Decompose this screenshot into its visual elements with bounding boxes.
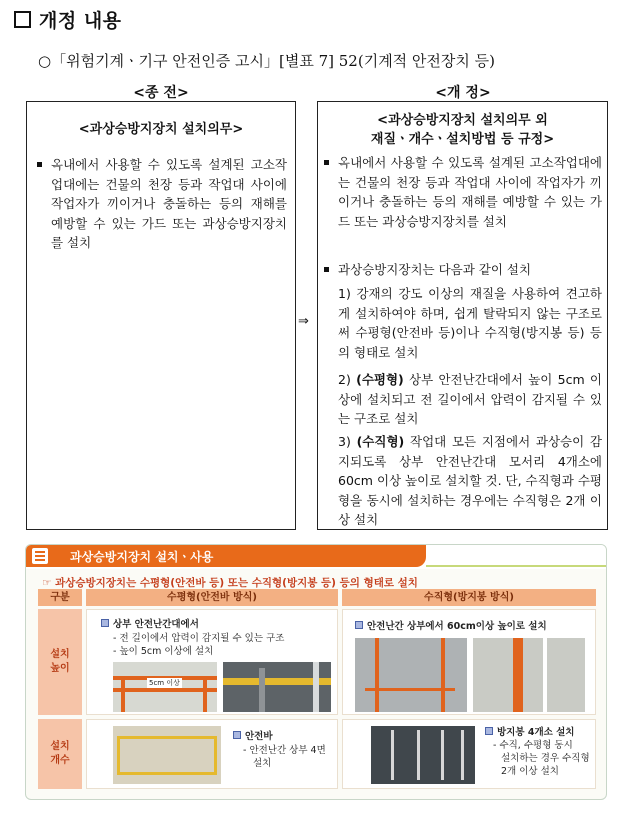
arrow-icon: ⇒: [298, 314, 309, 329]
cell-vertical-height: 안전난간 상부에서 60cm이상 높이로 설치: [342, 609, 596, 715]
after-bullet-1-text: 옥내에서 사용할 수 있도록 설계된 고소작업대에는 건물의 천장 등과 작업대 사이에 작업자가 끼이거나 충돌하는 등의 재해를 예방할 수 있는 가드 또는 과상승방지장치를 설치: [338, 155, 602, 229]
after-item-3-bold: (수직형): [356, 434, 405, 449]
cell-horizontal-height: 상부 안전난간대에서 - 전 길이에서 압력이 감지될 수 있는 구조 - 높이 5cm 이상에 설치 5cm 이상: [86, 609, 338, 715]
after-item-3-text: 작업대 모든 지점에서 과상승이 감지되도록 상부 안전난간대 모서리 4개소에 60cm 이상 높이로 설치할 것. 단, 수직형과 수평형을 동시에 설치하는 경우에는 수직형은 2개 이상 설치: [338, 434, 602, 527]
bullet-icon: [37, 162, 42, 167]
infographic-subtitle: ☞ 과상승방지장치는 수평형(안전바 등) 또는 수직형(방지봉 등) 등의 형태로 설치: [42, 577, 418, 589]
cell-horizontal-count: 안전바 - 안전난간 상부 4면 설치: [86, 719, 338, 789]
after-bullet-2-text: 과상승방지장치는 다음과 같이 설치: [338, 262, 532, 277]
col-vertical: 수직형(방지봉 방식): [342, 589, 596, 606]
after-item-3: 3) (수직형) 작업대 모든 지점에서 과상승이 감지되도록 상부 안전난간대 모서리 4개소에 60cm 이상 높이로 설치할 것. 단, 수직형과 수평형을 동시에 설치하는 경우에는 수직형은 2개 이상 설치: [338, 434, 602, 527]
photo-vertical-rods: [355, 638, 467, 712]
after-item-2: 2) (수평형) 상부 안전난간대에서 높이 5cm 이상에 설치되고 전 길이에서 압력이 감지될 수 있는 구조로 설치: [338, 372, 602, 426]
after-item-1: 1) 강재의 강도 이상의 재질을 사용하여 견고하게 설치하여야 하며, 쉽게 탈락되지 않는 구조로써 수평형(안전바 등)이나 수직형(방지봉 등) 등의 형태로 설치: [338, 286, 602, 360]
after-item-2-text: 상부 안전난간대에서 높이 5cm 이상에 설치되고 전 길이에서 압력이 감지될 수 있는 구조로 설치: [338, 372, 602, 426]
after-panel-title: [318, 111, 607, 149]
before-panel: [26, 101, 296, 530]
row-label-height: 설치 높이: [38, 609, 82, 715]
page-title-text: 개정 내용: [39, 10, 122, 32]
after-item-2-bold: (수평형): [356, 372, 404, 387]
bullet-icon: [324, 267, 329, 272]
infographic: [25, 544, 607, 800]
before-bullet: [37, 155, 287, 253]
list-icon: [32, 548, 48, 564]
photo-vertical-rod-closeup: [473, 638, 585, 712]
page-title: [14, 6, 122, 33]
after-bullet-2: [324, 260, 602, 280]
after-panel-title-line1: <과상승방지장치 설치의무 외: [377, 113, 548, 128]
photo-four-rods: [371, 726, 475, 784]
col-label: 구분: [38, 589, 82, 606]
square-bullet-icon: [485, 727, 493, 735]
cell-vertical-count: 방지봉 4개소 설치 - 수직, 수평형 동시 설치하는 경우 수직형 2개 이상 설치: [342, 719, 596, 789]
photo-safety-bar: [223, 662, 331, 712]
square-bullet-icon: [233, 731, 241, 739]
row-label-count: 설치 개수: [38, 719, 82, 789]
infographic-title: 과상승방지장치 설치ㆍ사용: [70, 550, 214, 564]
before-heading: <종 전>: [133, 85, 189, 101]
subtitle: ○「위험기계ㆍ기구 안전인증 고시」[별표 7] 52(기계적 안전장치 등): [38, 52, 496, 70]
after-panel-title-line2: 재질ㆍ개수ㆍ설치방법 등 규정>: [370, 132, 555, 147]
square-bullet-icon: [355, 621, 363, 629]
bullet-icon: [324, 160, 329, 165]
after-heading: <개 정>: [435, 85, 491, 101]
after-item-1-text: 강재의 강도 이상의 재질을 사용하여 견고하게 설치하여야 하며, 쉽게 탈락되지 않는 구조로써 수평형(안전바 등)이나 수직형(방지봉 등) 등의 형태로 설치: [338, 286, 602, 360]
after-bullet-1: [324, 153, 602, 231]
before-bullet-text: 옥내에서 사용할 수 있도록 설계된 고소작업대에는 건물의 천장 등과 작업대 사이에 작업자가 끼이거나 충돌하는 등의 재해를 예방할 수 있는 가드 또는 과상승방지장치를 설치: [51, 157, 287, 250]
before-panel-title: <과상승방지장치 설치의무>: [78, 122, 244, 137]
square-bullet-icon: [101, 619, 109, 627]
infographic-header: [26, 545, 426, 567]
checkbox-square-icon: [14, 11, 31, 28]
photo-platform-bars: [113, 726, 221, 784]
photo-guardrail: 5cm 이상: [113, 662, 217, 712]
after-panel: [317, 101, 608, 530]
col-horizontal: 수평형(안전바 방식): [86, 589, 338, 606]
